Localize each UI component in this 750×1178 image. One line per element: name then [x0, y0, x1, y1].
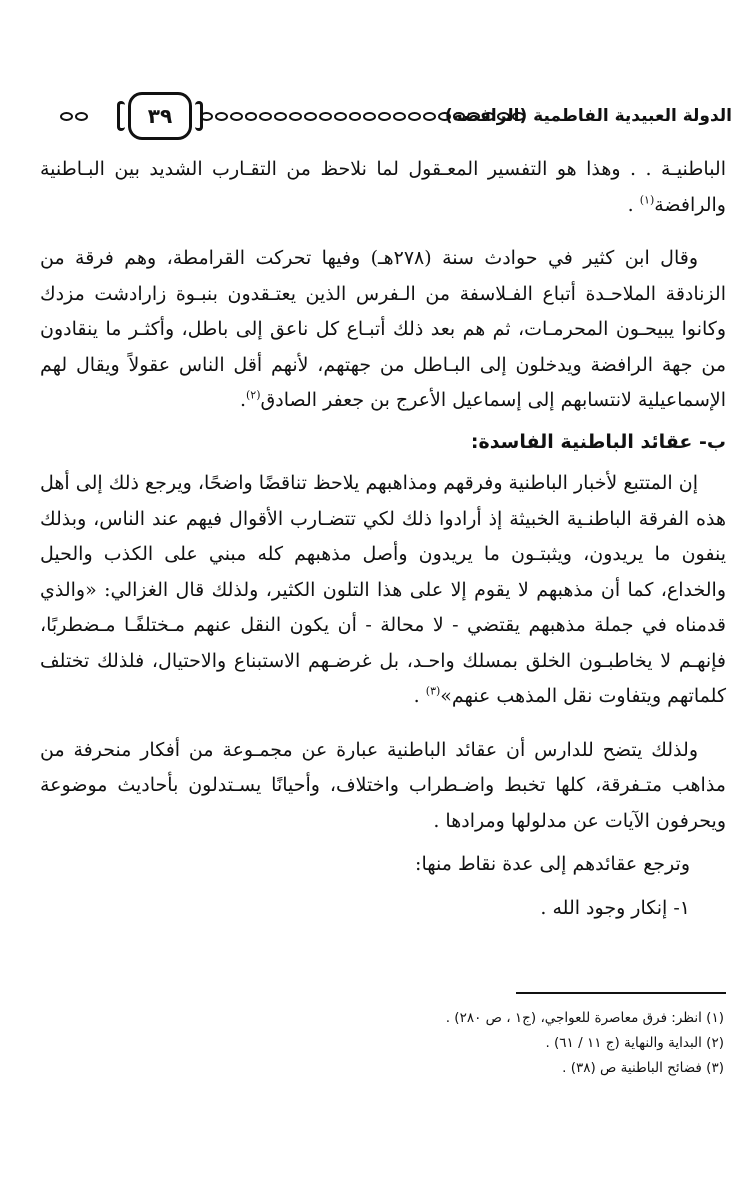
- section-heading: ب- عقائد الباطنية الفاسدة:: [470, 430, 726, 453]
- paragraph-3-end: .: [413, 685, 426, 707]
- footnote-ref-3[interactable]: (٣): [425, 684, 441, 698]
- paragraph-2-end: .: [239, 389, 246, 411]
- footnote-ref-1[interactable]: (١): [639, 193, 655, 207]
- page-number: [128, 92, 192, 140]
- paragraph-3: [40, 466, 726, 715]
- paragraph-2: [40, 241, 726, 419]
- paragraph-1: [40, 152, 726, 223]
- paragraph-1-end: .: [627, 193, 640, 216]
- footnote-2: (٢) البداية والنهاية (ج ١١ / ٦١) .: [545, 1035, 724, 1051]
- footnote-3: (٣) فضائح الباطنية ص (٣٨) .: [562, 1060, 724, 1076]
- page-number-text: ٣٩: [147, 104, 173, 128]
- footnotes: [40, 1006, 726, 1081]
- paragraph-4: ولذلك يتضح للدارس أن عقائد الباطنية عبارة عن مجمـوعة من أفكار منحرفة من مذاهب متـفرقة، كلها تخبط واضـطراب واختلاف، وأحيانًا يسـتدلون بأحاديث موضوعة ويحرفون الآيات عن مدلولها ومرادها .: [40, 738, 726, 832]
- running-header: [60, 92, 732, 152]
- list-item-1: ١- إنكار وجود الله .: [540, 896, 690, 919]
- paragraph-1-text: الباطنيـة . . وهذا هو التفسير المعـقول لما نلاحظ من التقـارب الشديد بين البـاطنية والرافضة: [40, 158, 726, 216]
- footnote-1: (١) انظر: فرق معاصرة للعواجي، (ج١ ، ص ٢٨٠) .: [445, 1010, 724, 1026]
- footnote-divider: [516, 992, 726, 994]
- list-intro: وترجع عقائدهم إلى عدة نقاط منها:: [415, 853, 690, 875]
- paragraph-3-text: إن المتتبع لأخبار الباطنية وفرقهم ومذاهبهم يلاحظ تناقضًا واضحًا، ويرجع ذلك إلى أهل هذه الفرقة الباطنـية الخبيثة إذ أرادوا ذلك لكي تتضـارب الأقوال فيهم عند الناس، وبذلك ينفون ما يريدون، ويثبتـون ما يريدون وأصل مذهبهم كله مبني على الكذب والحيل والخداع، كما أن مذهبهم لا يقوم إلا على هذا التلون الكثير، ولذلك قال الغزالي: «والذي قدمناه في جملة مذهبهم يقتضي - لا محالة - أن يكون النقل عنهم مـختلفًـا مـضطربًا، فإنهـم لا يخاطبـون الخلق بمسلك واحـد، بل غرضـهم الاستبناع والاحتيال، فلذلك تختلف كلماتهم ويتفاوت نقل المذهب عنهم»: [40, 472, 726, 707]
- header-title: الدولة العبيدية الفاطمية (الرافضة): [444, 106, 732, 126]
- header-ornament-left: [60, 112, 100, 126]
- paragraph-2-text: وقال ابن كثير في حوادث سنة (٢٧٨هـ) وفيها تحركت القرامطة، وهم فرقة من الزنادقة الملاحـدة أتباع الفـلاسفة من الـفرس الذين يعتـقدون بنبـوة زارادشت مزدك وكانوا يبيحـون المحرمـات، ثم هم بعد ذلك أتبـاع كل ناعق إلى باطل، وأكثـر ما ينقادون من جهة الرافضة ويدخلون إلى البـاطل من جهتهم، لأنهم أقل الناس عقولاً ويقال لهم الإسماعيلية لانتسابهم إلى إسماعيل الأعرج بن جعفر الصادق: [40, 247, 726, 411]
- main-text: [40, 152, 726, 926]
- footnote-ref-2[interactable]: (٢): [246, 388, 261, 402]
